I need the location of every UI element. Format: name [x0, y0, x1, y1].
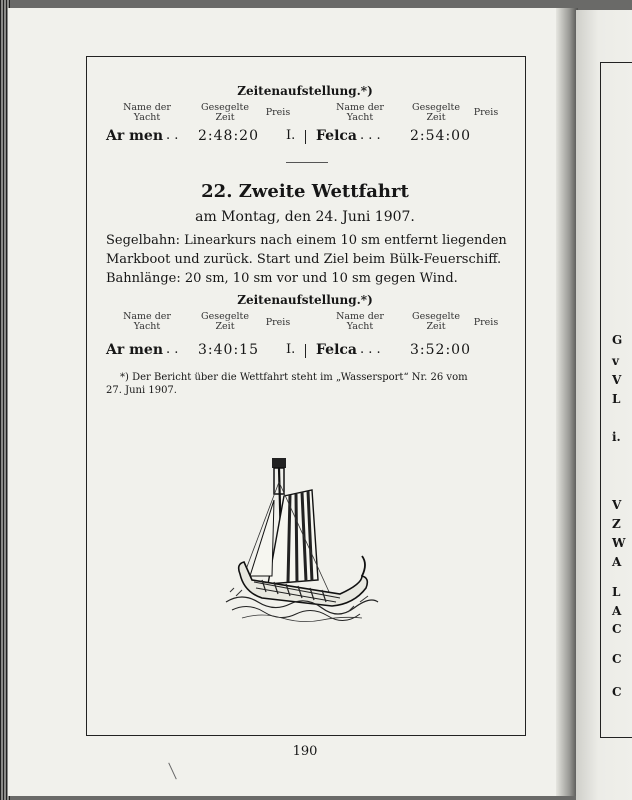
page-gutter: [556, 8, 578, 796]
right-page-fragment: A: [612, 555, 622, 569]
table1-header-time-right: Gesegelte Zeit: [412, 102, 460, 123]
table2-header-prize-left: Preis: [265, 317, 291, 328]
table1-column-separator: [305, 130, 306, 144]
right-page-fragment: L: [612, 585, 621, 599]
section-date: am Montag, den 24. Juni 1907.: [195, 209, 415, 225]
table1-header-time-left: Gesegelte Zeit: [201, 102, 249, 123]
table1-time-right: 2:54:00: [410, 128, 471, 144]
section-divider: [286, 162, 328, 163]
section-heading: 22. Zweite Wettfahrt: [201, 181, 409, 202]
table1-header-prize-right: Preis: [473, 107, 499, 118]
page-number: 190: [292, 744, 318, 759]
right-page-fragment: i.: [612, 430, 621, 444]
right-page-fragment: G: [612, 333, 623, 347]
table2-time-right: 3:52:00: [410, 342, 471, 358]
viking-ship-illustration: [222, 452, 382, 622]
table1-yacht-left: Ar men: [106, 128, 164, 144]
table2-header-yacht-left: Name der Yacht: [123, 311, 171, 332]
ship-prow: [362, 556, 365, 576]
ship-flag: [272, 458, 286, 468]
table1-header-yacht-left: Name der Yacht: [123, 102, 171, 123]
table2-prize-left: I.: [286, 342, 296, 357]
table1-title: Zeitenaufstellung.*): [237, 84, 373, 98]
table2-column-separator: [305, 344, 306, 358]
right-page-fragment: v: [612, 354, 619, 368]
table1-leader-left: . .: [166, 128, 179, 143]
table2-time-left: 3:40:15: [198, 342, 259, 358]
footnote-line-1: *) Der Bericht über die Wettfahrt steht im „Wassersport“ Nr. 26 vom: [120, 372, 468, 383]
table2-yacht-right: Felca: [316, 342, 357, 358]
table2-leader-left: . .: [166, 342, 179, 357]
table1-header-prize-left: Preis: [265, 107, 291, 118]
table2-header-time-right: Gesegelte Zeit: [412, 311, 460, 332]
course-line-2: Markboot und zurück. Start und Ziel beim Bülk-Feuerschiff.: [106, 252, 502, 267]
table1-yacht-right: Felca: [316, 128, 357, 144]
table1-leader-right: . . .: [360, 128, 381, 143]
table2-leader-right: . . .: [360, 342, 381, 357]
table2-header-prize-right: Preis: [473, 317, 499, 328]
right-page-fragment: C: [612, 622, 622, 636]
right-page-fragment: W: [612, 536, 626, 550]
table2-header-yacht-right: Name der Yacht: [336, 311, 384, 332]
table1-header-yacht-right: Name der Yacht: [336, 102, 384, 123]
course-line-1: Segelbahn: Linearkurs nach einem 10 sm entfernt liegenden: [106, 233, 507, 248]
table2-header-time-left: Gesegelte Zeit: [201, 311, 249, 332]
right-page-fragment: L: [612, 392, 621, 406]
table1-prize-left: I.: [286, 128, 296, 143]
ship-jib: [250, 500, 274, 576]
right-page-fragment: V: [612, 498, 622, 512]
right-page-fragment: C: [612, 652, 622, 666]
table2-yacht-left: Ar men: [106, 342, 164, 358]
right-page-fragment: C: [612, 685, 622, 699]
footnote-line-2: 27. Juni 1907.: [106, 385, 177, 396]
course-line-3: Bahnlänge: 20 sm, 10 sm vor und 10 sm gegen Wind.: [106, 271, 458, 286]
right-page-fragment: A: [612, 604, 622, 618]
table1-time-left: 2:48:20: [198, 128, 259, 144]
right-page-fragment: Z: [612, 517, 621, 531]
right-page-fragment: V: [612, 373, 622, 387]
table2-title: Zeitenaufstellung.*): [237, 293, 373, 307]
